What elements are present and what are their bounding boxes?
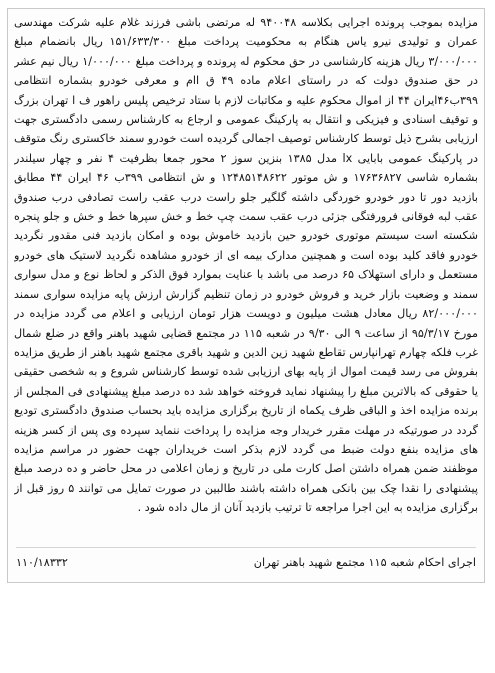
reference-number: ۱۱۰/۱۸۳۳۲ [16,555,68,569]
auction-notice [7,8,485,583]
notice-footer [16,547,476,572]
notice-body-text: مزایده بموجب پرونده اجرایی بکلاسه ۹۴۰۰۴۸ له مرتضی باشی فرزند غلام علیه شرکت مهندسی عمران و تولیدی نیرو یاس هنگام به محکومیت پرداخت مبلغ ۱۵۱/۶۳۳/۳۰۰ ریال بانضمام مبلغ ۳/۰۰۰/۰۰۰ ریال هزینه کارشناسی در حق محکوم له پرونده و پرداخت مبلغ ۱/۰۰۰/۰۰۰ ریال نیم عشر در حق صندوق دولت که در راستای اعلام ماده ۴۹ ق اام و معرفی خودرو بشماره انتظامی ۳۹۹ب۴۶ایران ۴۴ از اموال محکوم علیه و مکاتبات لازم با ستاد ترخیص پلیس راهور ف ا تهران بزرگ و توقیف اسنادی و فیزیکی و انتقال به پارکینگ عمومی و ارجاع به کارشناس رسمی دادگستری جهت ارزیابی بشرح ذیل توسط کارشناس توصیف اجمالی گردیده است خودرو سمند خاکستری رنگ متوقف در پارکینگ عمومی بابایی lx مدل ۱۳۸۵ بنزین سوز ۲ محور جمعا بظرفیت ۴ نفر و چهار سیلندر بشماره شاسی ۱۷۶۳۶۸۲۷ و ش موتور ۱۲۴۸۵۱۴۸۶۲۲ و ش انتظامی ۳۹۹ب ۴۶ ایران ۴۴ مطابق بازدید دور تا دور خودرو خوردگی داشته گلگیر جلو راست درب عقب راست تصادفی درب صندوق عقب لبه فوقانی فرورفتگی جزئی درب عقب سمت چپ خط و خش سپرها خط و خش و جلو پنجره شکسته است سیستم موتوری خودرو حین بازدید خاموش بوده و امکان بازدید فنی مقدور نگردید خودرو فاقد کلید بوده است و همچنین مدارک بیمه ای از خودرو مشاهده نگردید لاستیک های خودرو مستعمل و دارای استهلاک ۶۵ درصد می باشد با عنایت بموارد فوق الذکر و لحاظ نوع و مدل سواری سمند و وضعیت بازار خرید و فروش خودرو در زمان تنظیم گزارش ارزش پایه مزایده سواری سمند ۸۲/۰۰۰/۰۰۰ ریال معادل هشت میلیون و دویست هزار تومان ارزیابی و اعلام می گردد مزایده در مورخ ۹۵/۳/۱۷ از ساعت ۹ الی ۹/۳۰ در شعبه ۱۱۵ در مجتمع قضایی شهید باهنر واقع در ضلع شمال غرب فلکه چهارم تهرانپارس تقاطع شهید زین الدین و شهید باقری مجتمع شهید باهنر از طریق مزایده بفروش می رسد قیمت اموال از پایه بهای ارزیابی شده توسط کارشناس شروع و به شخصی حقیقی یا حقوقی که بالاترین مبلغ را پیشنهاد نماید فروخته خواهد شد ده درصد مبلغ پیشنهادی فی المجلس از برنده مزایده اخذ و الباقی ظرف یکماه از تاریخ برگزاری مزایده باید بحساب صندوق دادگستری تودیع گردد در صورتیکه در مهلت مقرر خریدار وجه مزایده را پرداخت ننماید سپرده وی پس از کسر هزینه های مزایده بنفع دولت ضبط می گردد لازم بذکر است خریداران جهت حضور در مراسم مزایده موظفند ضمن همراه داشتن اصل کارت ملی در تاریخ و زمان اعلامی در محل حاضر و ده درصد مبلغ پیشنهادی را نقدا چک بین بانکی همراه داشته باشند طالبین در صورت تمایل می توانند ۵ روز قبل از برگزاری مزایده به این اجرا مراجعه تا ترتیب بازدید آنان از مال داده شود . [14,16,478,515]
issuer-label: اجرای احکام شعبه ۱۱۵ مجتمع شهید باهنر تهران [253,555,476,569]
